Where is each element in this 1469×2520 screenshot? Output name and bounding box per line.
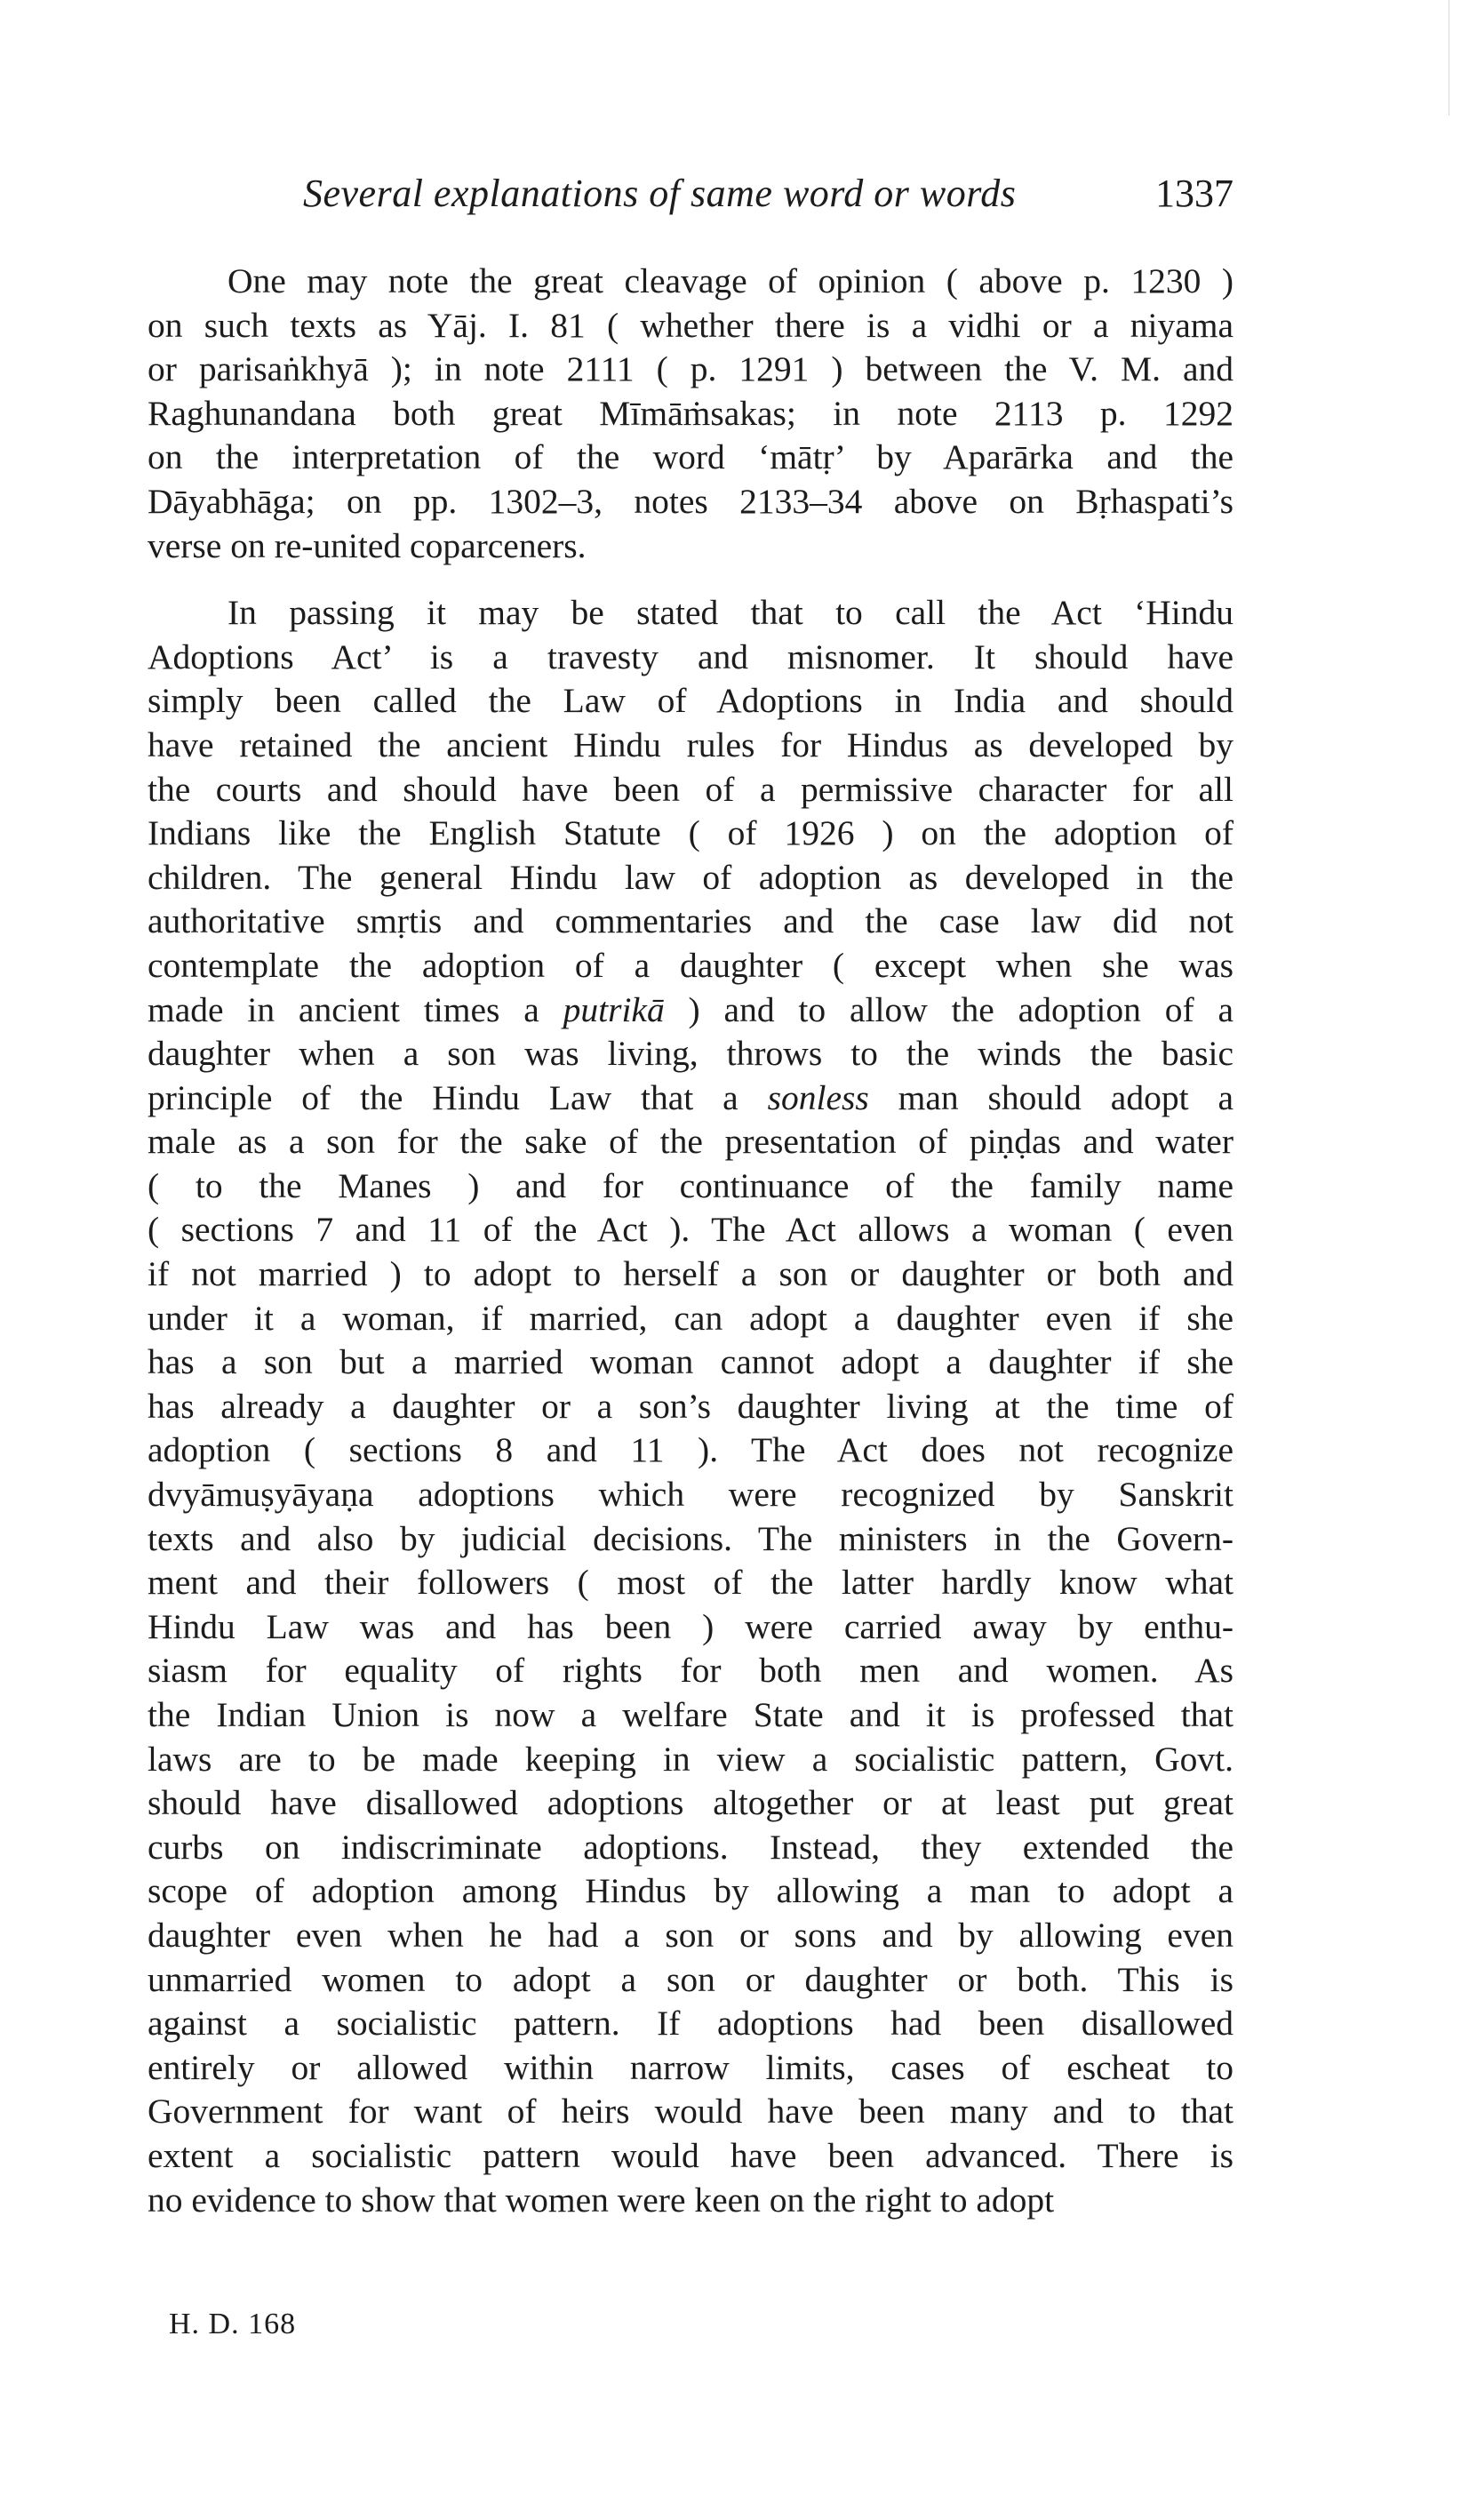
text-line: Dāyabhāga; on pp. 1302–3, notes 2133–34 above on Bṛhaspati’s <box>148 481 1233 521</box>
signature-mark: H. D. 168 <box>169 2308 297 2340</box>
text-line: Raghunandana both great Mīmāṁsakas; in note 2113 p. 1292 <box>148 393 1233 433</box>
text-line: One may note the great cleavage of opinion ( above p. 1230 ) <box>228 261 1233 300</box>
text-line: authoritative smṛtis and commentaries and the case law did not <box>148 901 1233 941</box>
paragraph-gap <box>148 568 1233 591</box>
text-line: male as a son for the sake of the presentation of piṇḍas and water <box>148 1122 1233 1162</box>
text-line: on the interpretation of the word ‘mātṛ’ by Aparārka and the <box>148 437 1233 477</box>
paragraph-cleavage-of-opinion <box>148 260 1233 568</box>
text-line: texts and also by judicial decisions. The ministers in the Govern- <box>148 1518 1233 1558</box>
text-line: if not married ) to adopt to herself a son or daughter or both and <box>148 1254 1233 1294</box>
text-line: ( to the Manes ) and for continuance of the family name <box>148 1165 1233 1205</box>
text-line: on such texts as Yāj. I. 81 ( whether there is a vidhi or a niyama <box>148 305 1233 345</box>
text-line: verse on re-united coparceners. <box>148 525 587 565</box>
text-line: children. The general Hindu law of adoption as developed in the <box>148 857 1233 897</box>
text-line: dvyāmuṣyāyaṇa adoptions which were recognized by Sanskrit <box>148 1475 1233 1515</box>
paragraph-hindu-adoptions-act <box>148 591 1233 2222</box>
text-line: simply been called the Law of Adoptions in India and should <box>148 681 1233 721</box>
text-line: Government for want of heirs would have been many and to that <box>148 2092 1233 2132</box>
text-line: siasm for equality of rights for both men and women. As <box>148 1651 1233 1691</box>
text-line: Hindu Law was and has been ) were carried away by enthu- <box>148 1606 1233 1646</box>
text-line: laws are to be made keeping in view a socialistic pattern, Govt. <box>148 1739 1233 1779</box>
text-line: no evidence to show that women were keen on the right to adopt <box>148 2180 1055 2220</box>
text-line: adoption ( sections 8 and 11 ). The Act does not recognize <box>148 1430 1233 1470</box>
text-line: against a socialistic pattern. If adoptions had been disallowed <box>148 2004 1233 2044</box>
text-line: daughter even when he had a son or sons and by allowing even <box>148 1915 1233 1955</box>
text-line: under it a woman, if married, can adopt a daughter even if she <box>148 1298 1233 1338</box>
page-number: 1337 <box>1155 172 1233 215</box>
text-line: extent a socialistic pattern would have been advanced. There is <box>148 2135 1233 2175</box>
body-text <box>148 260 1233 2222</box>
text-line: made in ancient times a putrikā ) and to allow the adoption of a <box>148 989 1234 1029</box>
text-line: has a son but a married woman cannot adopt a daughter if she <box>148 1342 1233 1382</box>
text-line: have retained the ancient Hindu rules for Hindus as developed by <box>148 724 1233 764</box>
text-line: ment and their followers ( most of the latter hardly know what <box>148 1563 1233 1603</box>
text-line: Adoptions Act’ is a travesty and misnomer. It should have <box>148 636 1233 676</box>
text-line: contemplate the adoption of a daughter ( except when she was <box>148 945 1233 985</box>
text-line: In passing it may be stated that to call the Act ‘Hindu <box>228 593 1233 633</box>
running-title: Several explanations of same word or words <box>303 172 1017 215</box>
text-line: unmarried women to adopt a son or daughter or both. This is <box>148 1959 1233 1999</box>
text-line: ( sections 7 and 11 of the Act ). The Act allows a woman ( even <box>148 1210 1233 1250</box>
text-line: the Indian Union is now a welfare State and it is professed that <box>148 1695 1233 1734</box>
text-line: curbs on indiscriminate adoptions. Instead, they extended the <box>148 1827 1233 1867</box>
text-line: daughter when a son was living, throws to the winds the basic <box>148 1034 1233 1074</box>
text-line: scope of adoption among Hindus by allowing a man to adopt a <box>148 1871 1233 1911</box>
running-head <box>148 167 1233 220</box>
text-line: should have disallowed adoptions altogether or at least put great <box>148 1783 1233 1823</box>
text-line: has already a daughter or a son’s daughter living at the time of <box>148 1386 1233 1426</box>
text-line: Indians like the English Statute ( of 1926 ) on the adoption of <box>148 813 1233 853</box>
text-line: or parisaṅkhyā ); in note 2111 ( p. 1291 ) between the V. M. and <box>148 349 1233 389</box>
text-line: entirely or allowed within narrow limits, cases of escheat to <box>148 2047 1233 2087</box>
text-line: principle of the Hindu Law that a sonless man should adopt a <box>148 1077 1233 1117</box>
text-line: the courts and should have been of a permissive character for all <box>148 769 1233 809</box>
